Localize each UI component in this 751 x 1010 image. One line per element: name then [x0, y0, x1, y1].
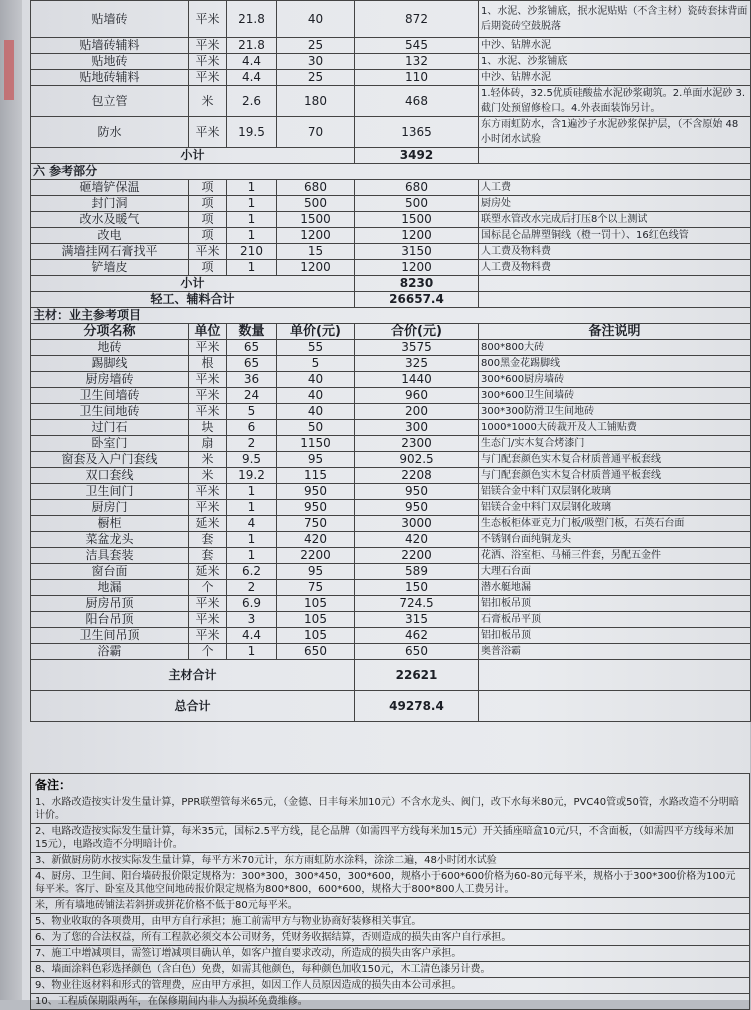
cell-name: 橱柜	[31, 516, 189, 532]
cell-note: 1000*1000大砖裁开及人工铺贴费	[479, 420, 751, 436]
cell-total: 1200	[355, 260, 479, 276]
cell-price: 5	[277, 356, 355, 372]
remark-line: 7、施工中增减项目，需签订增减项目确认单，如客户擅自要求改动，所造成的损失由客户承担。	[30, 946, 750, 962]
cell-unit: 平米	[189, 596, 227, 612]
cell-note: 800黑金花踢脚线	[479, 356, 751, 372]
cell-unit: 平米	[189, 388, 227, 404]
cell-note: 中沙、钻牌水泥	[479, 70, 751, 86]
cell-unit: 平米	[189, 484, 227, 500]
cell-name: 包立管	[31, 86, 189, 117]
cell-name: 铲墙皮	[31, 260, 189, 276]
sheet-body	[30, 0, 750, 722]
cell-qty: 4.4	[227, 628, 277, 644]
cell-qty: 24	[227, 388, 277, 404]
cell-unit: 平米	[189, 628, 227, 644]
cell-total: 2200	[355, 548, 479, 564]
cell-note: 与门配套颜色实木复合材质普通平板套线	[479, 468, 751, 484]
table-row	[31, 212, 751, 228]
cell-qty: 210	[227, 244, 277, 260]
cell-qty: 1	[227, 484, 277, 500]
cell-note: 国标昆仑品牌塑铜线（橙一罚十）、16红色线管	[479, 228, 751, 244]
cell-qty: 65	[227, 340, 277, 356]
cell-note: 厨房处	[479, 196, 751, 212]
cell-price: 420	[277, 532, 355, 548]
header-note: 备注说明	[479, 324, 751, 340]
grand-total-label: 总合计	[31, 691, 355, 722]
header-total: 合价(元)	[355, 324, 479, 340]
cell-qty: 4.4	[227, 54, 277, 70]
cell-total: 325	[355, 356, 479, 372]
table-row	[31, 628, 751, 644]
cell-price: 1200	[277, 260, 355, 276]
cell-unit: 套	[189, 532, 227, 548]
cell-name: 洁具套装	[31, 548, 189, 564]
cell-name: 双口套线	[31, 468, 189, 484]
cell-note: 铝镁合金中料门双层钢化玻璃	[479, 500, 751, 516]
cell-price: 25	[277, 38, 355, 54]
cell-total: 950	[355, 484, 479, 500]
cell-qty: 3	[227, 612, 277, 628]
cell-note: 联塑水管改水完成后打压8个以上测试	[479, 212, 751, 228]
cell-name: 过门石	[31, 420, 189, 436]
cell-name: 厨房墙砖	[31, 372, 189, 388]
table-row	[31, 548, 751, 564]
cell-name: 改电	[31, 228, 189, 244]
cell-note: 花洒、浴室柜、马桶三件套，另配五金件	[479, 548, 751, 564]
remark-line: 9、物业往返材料和形式的管理费，应由甲方承担，如因工作人员原因造成的损失由本公司承担。	[30, 978, 750, 994]
cell-total: 3575	[355, 340, 479, 356]
cell-unit: 根	[189, 356, 227, 372]
cell-unit: 项	[189, 228, 227, 244]
cell-name: 阳台吊顶	[31, 612, 189, 628]
cell-name: 菜盆龙头	[31, 532, 189, 548]
cell-note: 人工费及物料费	[479, 244, 751, 260]
cell-unit: 米	[189, 86, 227, 117]
cell-price: 2200	[277, 548, 355, 564]
cell-qty: 65	[227, 356, 277, 372]
remark-line: 4、厨房、卫生间、阳台墙砖报价限定规格为：300*300，300*450，300*600，规格小于600*600价格为60-80元每平米，规格小于300*300价格为100元每平米。客厅、卧室及其他空间地砖报价限定规格为800*800，600*600，规格大于800*800人工费另计。	[30, 869, 750, 898]
table-row	[31, 372, 751, 388]
cell-total: 110	[355, 70, 479, 86]
cell-total: 680	[355, 180, 479, 196]
cell-name: 改水及暖气	[31, 212, 189, 228]
cell-qty: 21.8	[227, 38, 277, 54]
cell-note: 1、水泥、沙浆铺底，抿水泥贴贴（不含主材）瓷砖套抹背面 后期瓷砖空鼓脱落	[479, 1, 751, 38]
table-row	[31, 484, 751, 500]
table-row	[31, 404, 751, 420]
cell-name: 地漏	[31, 580, 189, 596]
cell-price: 115	[277, 468, 355, 484]
cell-price: 105	[277, 628, 355, 644]
cell-unit: 项	[189, 180, 227, 196]
cell-price: 1500	[277, 212, 355, 228]
cell-note: 生态板柜体亚克力门板/吸塑门板，石英石台面	[479, 516, 751, 532]
cell-price: 105	[277, 612, 355, 628]
table-row	[31, 644, 751, 660]
cell-qty: 1	[227, 644, 277, 660]
cell-qty: 36	[227, 372, 277, 388]
cell-total: 1365	[355, 117, 479, 148]
subtotal-b-row	[31, 276, 751, 292]
remark-line: 米，所有墙地砖铺法若斜拼或拼花价格不低于80元每平米。	[30, 898, 750, 914]
cell-qty: 1	[227, 196, 277, 212]
cell-name: 卫生间门	[31, 484, 189, 500]
main-section-row	[31, 308, 751, 324]
cell-price: 15	[277, 244, 355, 260]
quotation-table	[30, 0, 751, 722]
main-total-value: 22621	[355, 660, 479, 691]
cell-total: 2208	[355, 468, 479, 484]
cell-note: 铝镁合金中料门双层钢化玻璃	[479, 484, 751, 500]
cell-total: 1500	[355, 212, 479, 228]
cell-name: 贴地砖	[31, 54, 189, 70]
cell-qty: 1	[227, 212, 277, 228]
top-section	[31, 1, 751, 148]
subtotal-a-total: 3492	[355, 148, 479, 164]
cell-total: 132	[355, 54, 479, 70]
table-row	[31, 388, 751, 404]
cell-name: 满墙挂网石膏找平	[31, 244, 189, 260]
cell-name: 卫生间吊顶	[31, 628, 189, 644]
cell-name: 窗套及入户门套线	[31, 452, 189, 468]
red-stamp-edge	[4, 40, 14, 100]
remarks-title: 备注：	[30, 773, 750, 795]
cell-qty: 9.5	[227, 452, 277, 468]
cell-total: 1200	[355, 228, 479, 244]
cell-note: 人工费	[479, 180, 751, 196]
adjacent-paper-edge	[0, 0, 22, 1000]
cell-price: 1200	[277, 228, 355, 244]
cell-qty: 6.9	[227, 596, 277, 612]
cell-note: 1.轻体砖，32.5优质硅酸盐水泥砂浆砌筑。2.单面水泥砂 3.截门处预留修检口。4.外表面装饰另计。	[479, 86, 751, 117]
cell-note: 中沙、钻牌水泥	[479, 38, 751, 54]
grand-total-row	[31, 691, 751, 722]
cell-total: 902.5	[355, 452, 479, 468]
subtotal-b-total: 8230	[355, 276, 479, 292]
cell-total: 589	[355, 564, 479, 580]
subtotal-a-row	[31, 148, 751, 164]
cell-note: 生态门/实木复合烤漆门	[479, 436, 751, 452]
aux-total-row	[31, 292, 751, 308]
table-row	[31, 436, 751, 452]
remarks-lines	[30, 795, 750, 1010]
aux-total-value: 26657.4	[355, 292, 479, 308]
quotation-sheet	[22, 0, 750, 1007]
totals-section	[31, 660, 751, 722]
cell-total: 3000	[355, 516, 479, 532]
cell-price: 40	[277, 404, 355, 420]
table-row	[31, 516, 751, 532]
cell-price: 40	[277, 372, 355, 388]
header-unit: 单位	[189, 324, 227, 340]
cell-unit: 套	[189, 548, 227, 564]
cell-unit: 平米	[189, 1, 227, 38]
cell-price: 680	[277, 180, 355, 196]
cell-unit: 块	[189, 420, 227, 436]
cell-name: 窗台面	[31, 564, 189, 580]
cell-total: 462	[355, 628, 479, 644]
cell-total: 200	[355, 404, 479, 420]
remark-line: 5、物业收取的各项费用，由甲方自行承担；施工前需甲方与物业协商好装修相关事宜。	[30, 914, 750, 930]
cell-total: 300	[355, 420, 479, 436]
main-section-label: 主材：业主参考项目	[31, 308, 751, 324]
cell-total: 2300	[355, 436, 479, 452]
cell-qty: 1	[227, 180, 277, 196]
cell-note: 奥普浴霸	[479, 644, 751, 660]
remarks-block	[30, 773, 750, 1010]
cell-total: 960	[355, 388, 479, 404]
cell-note: 东方雨虹防水，含1遍沙子水泥砂浆保护层，（不含原始 48小时闭水试验	[479, 117, 751, 148]
cell-unit: 平米	[189, 372, 227, 388]
cell-name: 贴地砖辅料	[31, 70, 189, 86]
table-row	[31, 38, 751, 54]
main-total-label: 主材合计	[31, 660, 355, 691]
cell-qty: 19.5	[227, 117, 277, 148]
cell-total: 950	[355, 500, 479, 516]
cell-unit: 米	[189, 452, 227, 468]
cell-note: 与门配套颜色实木复合材质普通平板套线	[479, 452, 751, 468]
reference-section	[31, 180, 751, 276]
cell-unit: 项	[189, 196, 227, 212]
cell-unit: 平米	[189, 70, 227, 86]
cell-name: 踢脚线	[31, 356, 189, 372]
cell-unit: 平米	[189, 244, 227, 260]
table-row	[31, 117, 751, 148]
cell-name: 砸墙铲保温	[31, 180, 189, 196]
cell-price: 55	[277, 340, 355, 356]
table-row	[31, 1, 751, 38]
cell-unit: 平米	[189, 54, 227, 70]
cell-price: 95	[277, 452, 355, 468]
cell-qty: 2	[227, 580, 277, 596]
cell-price: 950	[277, 484, 355, 500]
cell-unit: 个	[189, 580, 227, 596]
table-row	[31, 180, 751, 196]
cell-qty: 1	[227, 532, 277, 548]
cell-price: 30	[277, 54, 355, 70]
remark-line: 8、墙面涂料色彩选择颜色（含白色）免费，如需其他颜色，每种颜色加收150元，木工清色漆另计费。	[30, 962, 750, 978]
cell-price: 50	[277, 420, 355, 436]
cell-price: 105	[277, 596, 355, 612]
cell-price: 1150	[277, 436, 355, 452]
remark-line: 10、工程质保期限两年，在保修期间内非人为损坏免费维修。	[30, 994, 750, 1010]
cell-note: 铝扣板吊顶	[479, 628, 751, 644]
table-row	[31, 420, 751, 436]
cell-qty: 4.4	[227, 70, 277, 86]
cell-unit: 平米	[189, 117, 227, 148]
cell-note: 300*600厨房墙砖	[479, 372, 751, 388]
cell-unit: 项	[189, 212, 227, 228]
cell-name: 贴墙砖辅料	[31, 38, 189, 54]
cell-total: 872	[355, 1, 479, 38]
cell-price: 40	[277, 388, 355, 404]
cell-price: 500	[277, 196, 355, 212]
table-row	[31, 228, 751, 244]
cell-total: 420	[355, 532, 479, 548]
table-row	[31, 54, 751, 70]
cell-note: 不锈钢台面纯铜龙头	[479, 532, 751, 548]
cell-note: 300*600卫生间墙砖	[479, 388, 751, 404]
table-row	[31, 70, 751, 86]
cell-total: 724.5	[355, 596, 479, 612]
cell-unit: 个	[189, 644, 227, 660]
table-row	[31, 340, 751, 356]
cell-total: 1440	[355, 372, 479, 388]
cell-name: 封门洞	[31, 196, 189, 212]
table-row	[31, 86, 751, 117]
table-row	[31, 500, 751, 516]
cell-price: 40	[277, 1, 355, 38]
main-header-row	[31, 324, 751, 340]
cell-qty: 19.2	[227, 468, 277, 484]
cell-price: 25	[277, 70, 355, 86]
cell-total: 468	[355, 86, 479, 117]
cell-note: 大理石台面	[479, 564, 751, 580]
cell-unit: 延米	[189, 564, 227, 580]
subtotal-a-section	[31, 148, 751, 180]
cell-note: 铝扣板吊顶	[479, 596, 751, 612]
remark-line: 6、为了您的合法权益，所有工程款必须交本公司财务，凭财务收据结算，否则造成的损失由客户自行承担。	[30, 930, 750, 946]
cell-total: 315	[355, 612, 479, 628]
subtotal-b-label: 小计	[31, 276, 355, 292]
cell-unit: 项	[189, 260, 227, 276]
cell-price: 950	[277, 500, 355, 516]
table-row	[31, 356, 751, 372]
cell-unit: 平米	[189, 340, 227, 356]
table-row	[31, 532, 751, 548]
subtotal-a-label: 小计	[31, 148, 355, 164]
table-row	[31, 612, 751, 628]
cell-price: 750	[277, 516, 355, 532]
main-total-row	[31, 660, 751, 691]
cell-total: 650	[355, 644, 479, 660]
cell-qty: 4	[227, 516, 277, 532]
table-row	[31, 580, 751, 596]
cell-note: 1、水泥、沙浆铺底	[479, 54, 751, 70]
table-row	[31, 468, 751, 484]
cell-qty: 1	[227, 548, 277, 564]
cell-qty: 6.2	[227, 564, 277, 580]
cell-note: 800*800大砖	[479, 340, 751, 356]
cell-note: 潜水艇地漏	[479, 580, 751, 596]
cell-unit: 扇	[189, 436, 227, 452]
cell-name: 厨房门	[31, 500, 189, 516]
cell-price: 650	[277, 644, 355, 660]
cell-price: 95	[277, 564, 355, 580]
cell-total: 500	[355, 196, 479, 212]
section-six-row	[31, 164, 751, 180]
cell-note: 人工费及物料费	[479, 260, 751, 276]
cell-name: 浴霸	[31, 644, 189, 660]
header-qty: 数量	[227, 324, 277, 340]
cell-name: 贴墙砖	[31, 1, 189, 38]
cell-total: 150	[355, 580, 479, 596]
cell-unit: 平米	[189, 38, 227, 54]
main-materials-section	[31, 340, 751, 660]
cell-note: 300*300防滑卫生间地砖	[479, 404, 751, 420]
cell-note: 石膏板吊平顶	[479, 612, 751, 628]
section-six-label: 六 参考部分	[31, 164, 751, 180]
grand-total-value: 49278.4	[355, 691, 479, 722]
table-row	[31, 564, 751, 580]
table-row	[31, 244, 751, 260]
cell-name: 厨房吊顶	[31, 596, 189, 612]
remark-line: 2、电路改造按实际发生量计算，每米35元，国标2.5平方线，昆仑品牌（如需四平方线每米加15元）开关插座暗盒10元/只，不含面板，（如需四平方线每米加15元），电路改造不分明暗计价。	[30, 824, 750, 853]
cell-qty: 2.6	[227, 86, 277, 117]
cell-name: 卫生间墙砖	[31, 388, 189, 404]
cell-unit: 平米	[189, 500, 227, 516]
cell-qty: 1	[227, 260, 277, 276]
cell-unit: 米	[189, 468, 227, 484]
remark-line: 3、新做厨房防水按实际发生量计算，每平方米70元计，东方雨虹防水涂料，涂涂二遍，48小时闭水试验	[30, 853, 750, 869]
cell-unit: 平米	[189, 612, 227, 628]
cell-name: 防水	[31, 117, 189, 148]
cell-unit: 平米	[189, 404, 227, 420]
cell-qty: 1	[227, 228, 277, 244]
header-price: 单价(元)	[277, 324, 355, 340]
table-row	[31, 196, 751, 212]
table-row	[31, 596, 751, 612]
cell-qty: 6	[227, 420, 277, 436]
cell-price: 70	[277, 117, 355, 148]
header-name: 分项名称	[31, 324, 189, 340]
subtotal-b-section	[31, 276, 751, 340]
cell-name: 卧室门	[31, 436, 189, 452]
cell-qty: 5	[227, 404, 277, 420]
table-row	[31, 260, 751, 276]
remark-line: 1、水路改造按实计发生量计算，PPR联塑管每米65元，（金德、日丰每米加10元）不含水龙头、阀门，改下水每米80元，PVC40管或50管，水路改造不分明暗计价。	[30, 795, 750, 824]
cell-total: 3150	[355, 244, 479, 260]
cell-total: 545	[355, 38, 479, 54]
cell-qty: 2	[227, 436, 277, 452]
cell-qty: 21.8	[227, 1, 277, 38]
cell-price: 75	[277, 580, 355, 596]
cell-name: 卫生间地砖	[31, 404, 189, 420]
cell-price: 180	[277, 86, 355, 117]
cell-unit: 延米	[189, 516, 227, 532]
aux-total-label: 轻工、辅料合计	[31, 292, 355, 308]
cell-qty: 1	[227, 500, 277, 516]
cell-name: 地砖	[31, 340, 189, 356]
table-row	[31, 452, 751, 468]
